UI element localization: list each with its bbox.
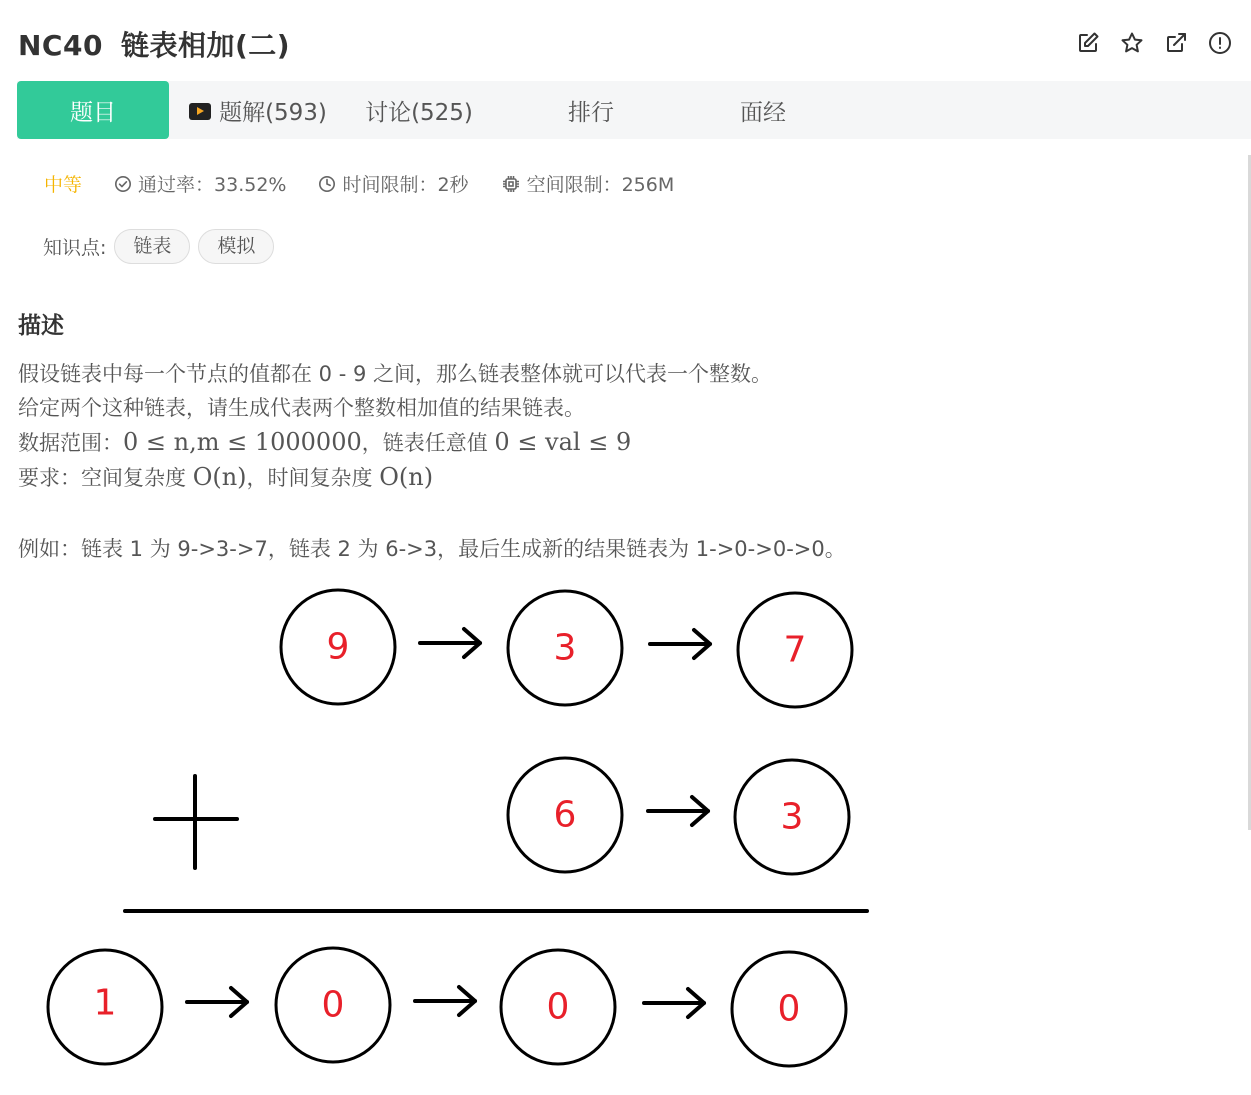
arrow-icon — [415, 987, 475, 1015]
tab-ranking[interactable] — [491, 81, 691, 139]
arrow-icon — [650, 630, 710, 658]
tag-simulation[interactable]: 模拟 — [198, 229, 274, 264]
tab-problem[interactable] — [17, 81, 169, 139]
difficulty-badge: 中等 — [44, 174, 83, 196]
problem-meta — [44, 170, 706, 197]
arrow-icon — [187, 988, 247, 1016]
edit-icon — [1076, 31, 1100, 55]
list2-node-2 — [735, 760, 849, 874]
problem-title — [18, 26, 290, 66]
time-limit — [318, 170, 468, 197]
list1-node-3-value: 7 — [783, 629, 807, 671]
tab-interview-label: 面经 — [740, 99, 786, 126]
arrow-icon — [648, 797, 708, 825]
tab-solutions[interactable] — [169, 81, 347, 139]
req-mid: ，时间复杂度 — [246, 466, 380, 490]
list1-node-3 — [738, 593, 852, 707]
favorite-button[interactable] — [1119, 30, 1145, 56]
list1-node-2-value: 3 — [553, 627, 577, 669]
pass-rate-text: 通过率：33.52% — [138, 174, 287, 196]
knowledge-tags — [43, 229, 274, 264]
plus-icon — [155, 776, 237, 868]
linked-list-addition-diagram — [0, 580, 900, 1080]
range-formula-val: 0 ≤ val ≤ 9 — [494, 428, 632, 456]
data-range-mid: ，链表任意值 — [361, 431, 495, 455]
result-node-3-value: 0 — [546, 986, 570, 1028]
list1-node-1 — [281, 590, 395, 704]
description-line-1: 假设链表中每一个节点的值都在 0 - 9 之间，那么链表整体就可以代表一个整数。 — [18, 362, 772, 386]
space-complexity: O(n) — [192, 463, 247, 491]
knowledge-label: 知识点: — [43, 237, 107, 259]
tab-ranking-label: 排行 — [568, 99, 614, 126]
video-icon — [189, 103, 211, 120]
chip-icon — [501, 174, 521, 194]
tab-problem-label: 题目 — [70, 99, 116, 126]
memory-limit-text: 空间限制：256M — [526, 174, 675, 196]
time-limit-text: 时间限制：2秒 — [342, 174, 469, 196]
report-icon — [1208, 31, 1232, 55]
result-node-2-value: 0 — [321, 984, 345, 1026]
list2-node-1 — [508, 758, 622, 872]
description-heading: 描述 — [18, 313, 64, 339]
result-node-1 — [48, 950, 162, 1064]
data-range-prefix: 数据范围： — [18, 431, 123, 455]
result-node-2 — [276, 948, 390, 1062]
req-prefix: 要求：空间复杂度 — [18, 466, 193, 490]
list2-node-1-value: 6 — [553, 794, 577, 836]
problem-id: NC40 — [18, 29, 103, 62]
result-node-3 — [501, 950, 615, 1064]
tab-solutions-label: 题解(593) — [219, 99, 327, 126]
tab-discussion[interactable] — [347, 81, 491, 139]
problem-name: 链表相加(二) — [120, 29, 291, 62]
tag-linked-list[interactable]: 链表 — [114, 229, 190, 264]
check-circle-icon — [114, 175, 132, 193]
complexity-requirement — [18, 460, 433, 495]
example-text: 例如：链表 1 为 9->3->7，链表 2 为 6->3，最后生成新的结果链表为 1->0->0->0。 — [18, 537, 846, 561]
result-node-1-value: 1 — [93, 982, 117, 1024]
report-button[interactable] — [1207, 30, 1233, 56]
tab-discussion-label: 讨论(525) — [365, 99, 473, 126]
result-node-4-value: 0 — [777, 988, 801, 1030]
share-button[interactable] — [1163, 30, 1189, 56]
data-range — [18, 425, 631, 460]
range-formula-nm: 0 ≤ n,m ≤ 1000000 — [123, 428, 362, 456]
problem-tabs — [17, 81, 1251, 139]
clock-icon — [318, 175, 336, 193]
arrow-icon — [644, 989, 704, 1017]
edit-button[interactable] — [1075, 30, 1101, 56]
arrow-icon — [420, 629, 480, 657]
list2-node-2-value: 3 — [780, 796, 804, 838]
description-line-2: 给定两个这种链表，请生成代表两个整数相加值的结果链表。 — [18, 396, 585, 420]
memory-limit — [501, 170, 675, 197]
list1-node-2 — [508, 591, 622, 705]
result-node-4 — [732, 952, 846, 1066]
time-complexity: O(n) — [379, 463, 434, 491]
tab-interview[interactable] — [691, 81, 835, 139]
star-icon — [1120, 31, 1144, 55]
share-icon — [1164, 31, 1188, 55]
header-actions — [1075, 30, 1233, 56]
list1-node-1-value: 9 — [326, 626, 350, 668]
pass-rate — [114, 170, 286, 197]
